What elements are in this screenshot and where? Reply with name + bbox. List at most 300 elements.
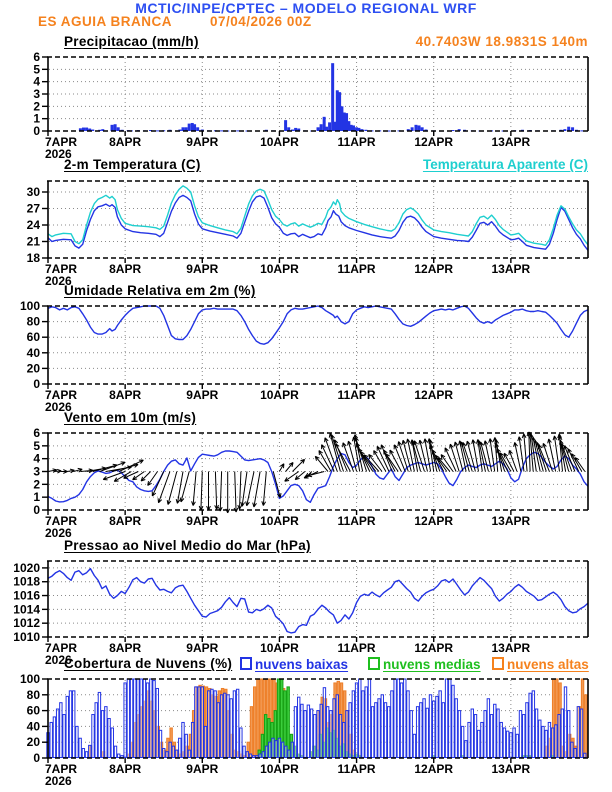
precip-bar (418, 125, 421, 131)
low-cloud-bar (69, 691, 71, 758)
wind-arrow (286, 463, 294, 472)
low-cloud-bar (275, 741, 277, 758)
high-clouds-swatch-icon (492, 657, 504, 670)
low-cloud-bar (471, 709, 473, 757)
low-cloud-bar (130, 679, 132, 758)
low-cloud-bar (404, 679, 406, 758)
panel-title-wind: Vento em 10m (m/s) (64, 410, 197, 425)
low-cloud-bar (375, 703, 377, 758)
low-cloud-bar (217, 703, 219, 758)
wind-arrow (509, 450, 517, 471)
low-cloud-bar (532, 691, 534, 758)
low-cloud-bar (323, 688, 325, 758)
x-tick-label: 8APR (109, 135, 142, 149)
low-cloud-bar (256, 756, 258, 758)
low-cloud-bar (92, 715, 94, 758)
x-tick-label: 11APR (337, 641, 376, 655)
low-cloud-bar (240, 728, 242, 758)
precip-bar (331, 63, 334, 131)
low-cloud-bar (118, 754, 120, 757)
low-cloud-bar (400, 683, 402, 758)
y-tick-label: 1 (33, 111, 40, 126)
x-tick-label: 11APR (337, 388, 376, 402)
x-tick-label: 12APR (414, 514, 454, 528)
x-tick-label: 10APR (260, 762, 299, 776)
low-cloud-bar (298, 697, 300, 757)
y-tick-label: 2 (33, 477, 40, 492)
low-cloud-bar (56, 709, 58, 757)
low-cloud-bar (416, 707, 418, 758)
precip-bar (236, 130, 239, 131)
low-cloud-bar (561, 709, 563, 757)
low-cloud-bar (288, 750, 290, 757)
low-cloud-bar (249, 754, 251, 757)
low-cloud-bar (388, 707, 390, 758)
x-axis-year-label: 2026 (45, 653, 72, 667)
low-cloud-bar (542, 726, 544, 757)
wind-arrow (514, 442, 521, 471)
wind-arrow (234, 472, 238, 513)
x-tick-label: 12APR (414, 762, 454, 776)
low-cloud-bar (487, 699, 489, 758)
y-tick-label: 20 (26, 361, 40, 376)
low-cloud-bar (574, 749, 576, 758)
mid-clouds-swatch-icon (368, 657, 380, 670)
y-tick-label: 21 (26, 234, 40, 249)
x-axis-year-label: 2026 (45, 526, 72, 540)
x-tick-label: 9APR (186, 135, 219, 149)
y-tick-label: 1010 (13, 630, 40, 644)
low-cloud-bar (461, 726, 463, 757)
wind-arrow (61, 470, 67, 474)
x-tick-label: 11APR (337, 514, 376, 528)
low-cloud-bar (484, 711, 486, 758)
low-cloud-bar (368, 679, 370, 758)
low-cloud-bar (558, 715, 560, 758)
y-tick-label: 5 (33, 438, 40, 453)
low-cloud-bar (185, 734, 187, 757)
low-cloud-bar (143, 679, 145, 758)
x-tick-label: 10APR (260, 514, 299, 528)
low-cloud-bar (85, 752, 87, 758)
low-cloud-bar (121, 756, 123, 758)
low-cloud-bar (571, 742, 573, 757)
low-cloud-bar (204, 726, 206, 757)
low-cloud-bar (455, 699, 457, 758)
low-cloud-bar (53, 717, 55, 758)
wind-arrow (133, 472, 145, 480)
wind-arrow (518, 437, 524, 472)
wind-arrow (454, 442, 463, 472)
x-tick-label: 12APR (414, 262, 454, 276)
series-line (48, 186, 588, 245)
x-tick-label: 8APR (109, 388, 142, 402)
low-cloud-bar (301, 704, 303, 757)
low-cloud-bar (82, 749, 84, 758)
low-cloud-bar (545, 730, 547, 757)
low-cloud-bar (503, 728, 505, 758)
y-tick-label: 1014 (13, 602, 40, 617)
wind-arrow (497, 449, 508, 472)
low-cloud-bar (166, 752, 168, 758)
y-tick-label: 2 (33, 99, 40, 114)
low-cloud-bar (584, 753, 586, 757)
low-cloud-bar (320, 704, 322, 757)
low-cloud-bar (551, 728, 553, 758)
low-cloud-bar (307, 705, 309, 757)
precip-bar (580, 130, 583, 131)
wind-arrow (241, 472, 247, 507)
wind-arrow (207, 472, 211, 511)
x-tick-label: 13APR (491, 135, 531, 149)
low-cloud-bar (191, 722, 193, 757)
low-cloud-bar (326, 707, 328, 758)
low-cloud-bar (513, 728, 515, 758)
x-tick-label: 12APR (414, 388, 454, 402)
precip-bar (156, 130, 159, 131)
precip-bar (196, 127, 199, 131)
y-tick-label: 60 (26, 703, 40, 718)
low-cloud-bar (352, 691, 354, 758)
low-cloud-bar (169, 742, 171, 757)
high-cloud-bar (257, 679, 259, 758)
y-tick-label: 0 (33, 503, 40, 517)
y-tick-label: 18 (26, 251, 40, 265)
x-axis-year-label: 2026 (45, 147, 72, 161)
low-cloud-bar (436, 696, 438, 757)
low-cloud-bar (153, 681, 155, 758)
precip-bar (364, 130, 367, 131)
wind-arrow (167, 472, 177, 505)
low-cloud-bar (397, 679, 399, 758)
low-cloud-bar (481, 722, 483, 757)
panel-title-precipitation: Precipitacao (mm/h) (64, 34, 199, 49)
y-tick-label: 3 (33, 87, 40, 101)
low-cloud-bar (535, 709, 537, 757)
wind-arrow (218, 472, 222, 512)
low-cloud-bar (262, 752, 264, 758)
precip-bar (111, 125, 114, 131)
x-tick-label: 8APR (109, 514, 142, 528)
y-tick-label: 5 (33, 62, 40, 77)
wind-arrow (253, 472, 260, 508)
y-tick-label: 6 (33, 426, 40, 440)
low-cloud-bar (95, 703, 97, 758)
x-tick-label: 12APR (414, 135, 454, 149)
low-cloud-bar (272, 738, 274, 757)
wind-arrow (158, 472, 170, 503)
low-cloud-bar (506, 731, 508, 757)
y-tick-label: 60 (26, 330, 40, 345)
y-tick-label: 20 (26, 735, 40, 750)
low-cloud-bar (523, 715, 525, 758)
low-cloud-bar (63, 715, 65, 758)
low-cloud-bar (175, 750, 177, 757)
precip-bar (328, 122, 331, 131)
low-cloud-bar (371, 707, 373, 758)
low-cloud-bar (407, 691, 409, 758)
low-cloud-bar (314, 715, 316, 758)
low-cloud-bar (156, 688, 158, 757)
low-cloud-bar (179, 738, 181, 757)
low-cloud-bar (127, 679, 129, 758)
low-cloud-bar (101, 711, 103, 758)
low-cloud-bar (211, 689, 213, 757)
x-axis-year-label: 2026 (45, 274, 72, 288)
low-cloud-bar (336, 695, 338, 758)
low-cloud-bar (224, 693, 226, 757)
low-cloud-bar (146, 683, 148, 758)
x-tick-label: 10APR (260, 262, 299, 276)
low-cloud-bar (426, 708, 428, 757)
x-tick-label: 13APR (491, 262, 531, 276)
low-cloud-bar (73, 691, 75, 758)
x-tick-label: 7APR (45, 135, 78, 149)
low-cloud-bar (253, 756, 255, 758)
low-cloud-bar (346, 711, 348, 758)
precip-bar (320, 124, 323, 131)
x-tick-label: 13APR (491, 641, 531, 655)
x-tick-label: 10APR (260, 135, 299, 149)
low-cloud-bar (243, 746, 245, 757)
x-tick-label: 9APR (186, 514, 219, 528)
x-tick-label: 7APR (45, 762, 78, 776)
low-cloud-bar (76, 726, 78, 757)
low-cloud-bar (468, 722, 470, 757)
low-cloud-bar (333, 699, 335, 758)
low-cloud-bar (442, 703, 444, 758)
low-cloud-bar (124, 683, 126, 758)
low-cloud-bar (182, 722, 184, 757)
low-cloud-bar (310, 709, 312, 757)
legend-mid-clouds: nuvens medias (368, 657, 481, 673)
panel-title-humidity: Umidade Relativa em 2m (%) (64, 283, 256, 298)
precip-bar (414, 125, 417, 131)
low-cloud-bar (159, 730, 161, 757)
low-cloud-bar (516, 734, 518, 757)
precip-bar (114, 124, 117, 131)
high-cloud-bar (250, 707, 252, 758)
x-tick-label: 12APR (414, 641, 454, 655)
y-tick-label: 1018 (13, 574, 40, 589)
y-tick-label: 1020 (13, 560, 40, 575)
station-coordinates: 40.7403W 18.9831S 140m (415, 34, 588, 49)
low-cloud-bar (500, 722, 502, 757)
wind-arrow (462, 442, 472, 471)
low-cloud-bar (449, 679, 451, 758)
precip-bar (193, 124, 196, 131)
station-name: ES AGUIA BRANCA (38, 14, 173, 29)
x-tick-label: 9APR (186, 762, 219, 776)
y-tick-label: 30 (26, 185, 40, 199)
x-tick-label: 11APR (337, 762, 376, 776)
y-tick-label: 1016 (13, 588, 40, 603)
x-tick-label: 8APR (109, 762, 142, 776)
low-cloud-bar (519, 711, 521, 758)
low-cloud-bar (539, 720, 541, 757)
x-tick-label: 9APR (186, 641, 219, 655)
low-cloud-bar (114, 746, 116, 757)
low-cloud-bar (89, 745, 91, 757)
x-axis-year-label: 2026 (45, 774, 72, 788)
low-cloud-bar (79, 738, 81, 757)
precip-bar (284, 120, 287, 131)
y-tick-label: 27 (26, 201, 40, 216)
x-tick-label: 7APR (45, 388, 78, 402)
low-cloud-bar (378, 699, 380, 758)
y-tick-label: 0 (33, 377, 40, 391)
low-cloud-bar (60, 703, 62, 758)
low-cloud-bar (433, 701, 435, 757)
low-cloud-bar (259, 754, 261, 757)
low-cloud-bar (285, 746, 287, 757)
y-tick-label: 1012 (13, 616, 40, 631)
low-cloud-bar (330, 711, 332, 758)
x-tick-label: 11APR (337, 262, 376, 276)
low-cloud-bar (474, 715, 476, 758)
low-cloud-bar (458, 711, 460, 758)
low-cloud-bar (134, 679, 136, 758)
wind-arrow (273, 472, 281, 498)
precip-bar (188, 124, 191, 131)
page-title: MCTIC/INPE/CPTEC – MODELO REGIONAL WRF (135, 0, 477, 16)
low-cloud-bar (66, 696, 68, 757)
low-cloud-bar (564, 687, 566, 758)
x-tick-label: 13APR (491, 388, 531, 402)
high-cloud-bar (585, 695, 587, 758)
low-cloud-bar (98, 692, 100, 757)
low-cloud-bar (362, 691, 364, 758)
series-line (48, 306, 588, 344)
low-cloud-bar (265, 746, 267, 757)
wind-arrow (215, 472, 219, 510)
wind-arrow (432, 450, 443, 472)
low-cloud-bar (478, 730, 480, 757)
y-tick-label: 24 (26, 218, 40, 232)
low-cloud-bar (137, 679, 139, 758)
low-cloud-bar (105, 707, 107, 758)
x-tick-label: 8APR (109, 641, 142, 655)
low-cloud-bar (343, 722, 345, 757)
low-cloud-bar (529, 693, 531, 757)
y-tick-label: 0 (33, 124, 40, 138)
x-tick-label: 10APR (260, 641, 299, 655)
wind-arrow (293, 459, 305, 471)
low-cloud-bar (413, 734, 415, 757)
x-axis-year-label: 2026 (45, 400, 72, 414)
x-tick-label: 9APR (186, 262, 219, 276)
low-cloud-bar (445, 679, 447, 758)
y-tick-label: 0 (33, 751, 40, 765)
low-cloud-bar (278, 738, 280, 757)
low-cloud-bar (365, 687, 367, 758)
y-tick-label: 100 (19, 299, 40, 313)
low-cloud-bar (420, 703, 422, 758)
x-tick-label: 13APR (491, 514, 531, 528)
low-cloud-bar (246, 752, 248, 758)
low-cloud-bar (188, 750, 190, 757)
low-cloud-bar (163, 749, 165, 758)
low-cloud-bar (317, 711, 319, 758)
panel-title-pressure: Pressao ao Nivel Medio do Mar (hPa) (64, 538, 311, 553)
low-cloud-bar (355, 683, 357, 758)
low-cloud-bar (568, 711, 570, 758)
y-tick-label: 6 (33, 50, 40, 64)
low-cloud-bar (230, 699, 232, 758)
low-cloud-bar (198, 687, 200, 758)
low-cloud-bar (291, 742, 293, 757)
x-tick-label: 9APR (186, 388, 219, 402)
low-cloud-bar (304, 711, 306, 758)
low-cloud-bar (429, 695, 431, 758)
y-tick-label: 80 (26, 314, 40, 329)
low-cloud-bar (359, 679, 361, 758)
low-cloud-bar (494, 704, 496, 757)
low-cloud-bar (233, 691, 235, 758)
wind-arrow (226, 472, 230, 513)
low-cloud-bar (195, 687, 197, 758)
panel-title-temperature: 2-m Temperatura (C) (64, 157, 201, 172)
low-cloud-bar (580, 709, 582, 757)
x-tick-label: 7APR (45, 641, 78, 655)
x-tick-label: 10APR (260, 388, 299, 402)
y-tick-label: 1 (33, 490, 40, 505)
x-tick-label: 7APR (45, 514, 78, 528)
low-clouds-swatch-icon (240, 657, 252, 670)
low-cloud-bar (214, 691, 216, 758)
wind-arrow (262, 472, 267, 506)
low-cloud-bar (108, 719, 110, 758)
y-tick-label: 40 (26, 719, 40, 734)
y-tick-label: 4 (33, 451, 40, 466)
wind-arrow (192, 472, 197, 506)
low-cloud-bar (452, 685, 454, 757)
high-cloud-bar (254, 687, 256, 758)
y-tick-label: 3 (33, 464, 40, 479)
low-cloud-bar (465, 741, 467, 758)
low-cloud-bar (577, 707, 579, 758)
x-tick-label: 8APR (109, 262, 142, 276)
low-cloud-bar (281, 742, 283, 757)
wind-arrow (356, 443, 369, 472)
y-tick-label: 100 (19, 672, 40, 686)
wind-arrow (246, 472, 254, 506)
low-cloud-bar (111, 728, 113, 758)
precip-bar (220, 130, 223, 131)
x-tick-label: 13APR (491, 762, 531, 776)
low-cloud-bar (150, 679, 152, 758)
wind-arrow (384, 450, 395, 472)
low-cloud-bar (269, 742, 271, 757)
low-cloud-bar (391, 691, 393, 758)
low-cloud-bar (497, 709, 499, 757)
low-cloud-bar (394, 679, 396, 758)
low-cloud-bar (236, 689, 238, 757)
model-run-datetime: 07/04/2026 00Z (210, 14, 312, 29)
low-cloud-bar (220, 695, 222, 758)
legend-apparent-temperature: Temperatura Aparente (C) (422, 157, 588, 172)
low-cloud-bar (227, 695, 229, 758)
legend-high-clouds: nuvens altas (492, 657, 589, 673)
x-tick-label: 7APR (45, 262, 78, 276)
low-cloud-bar (201, 687, 203, 758)
low-cloud-bar (349, 703, 351, 758)
low-cloud-bar (410, 711, 412, 758)
low-cloud-bar (526, 703, 528, 758)
low-cloud-bar (140, 679, 142, 758)
low-cloud-bar (50, 722, 52, 757)
low-cloud-bar (294, 707, 296, 758)
